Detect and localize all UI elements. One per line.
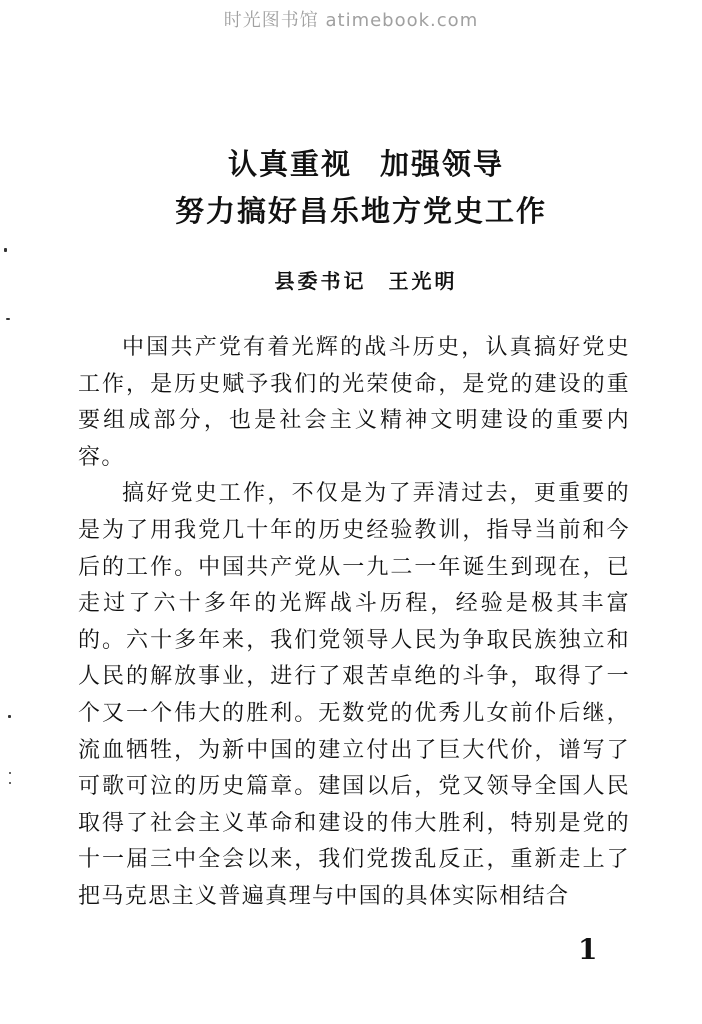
article-title-line-2: 努力搞好昌乐地方党史工作 [174,194,547,228]
author-line [0,265,702,294]
paragraph: 中国共产党有着光辉的战斗历史，认真搞好党史工作，是历史赋予我们的光荣使命，是党的建设的重要组成部分，也是社会主义精神文明建设的重要内容。 [78,335,630,470]
article-body [78,330,630,916]
paragraph: 搞好党史工作，不仅是为了弄清过去，更重要的是为了用我党几十年的历史经验教训，指导当前和今后的工作。中国共产党从一九二一年诞生到现在，已走过了六十多年的光辉战斗历程，经验是极其丰富的。六十多年来，我们党领导人民为争取民族独立和人民的解放事业，进行了艰苦卓绝的斗争，取得了一个又一个伟大的胜利。无数党的优秀儿女前仆后继，流血牺牲，为新中国的建立付出了巨大代价，谱写了可歌可泣的历史篇章。建国以后，党又领导全国人民取得了社会主义革命和建设的伟大胜利，特别是党的十一届三中全会以来，我们党拨乱反正，重新走上了把马克思主义普遍真理与中国的具体实际相结合 [78,481,630,909]
title-part-1: 认真重视 [227,147,352,181]
scan-speck [6,318,10,320]
scan-speck [9,772,11,774]
scan-speck [9,782,11,784]
author-role: 县委书记 [274,269,367,293]
author-name: 王光明 [388,269,458,293]
scan-speck [4,248,7,252]
scan-speck [8,715,11,718]
page-number: 1 [578,933,598,966]
article-title-line-1 [0,142,702,183]
watermark: 时光图书馆 atimebook.com [223,10,479,31]
title-part-2: 加强领导 [380,147,505,181]
